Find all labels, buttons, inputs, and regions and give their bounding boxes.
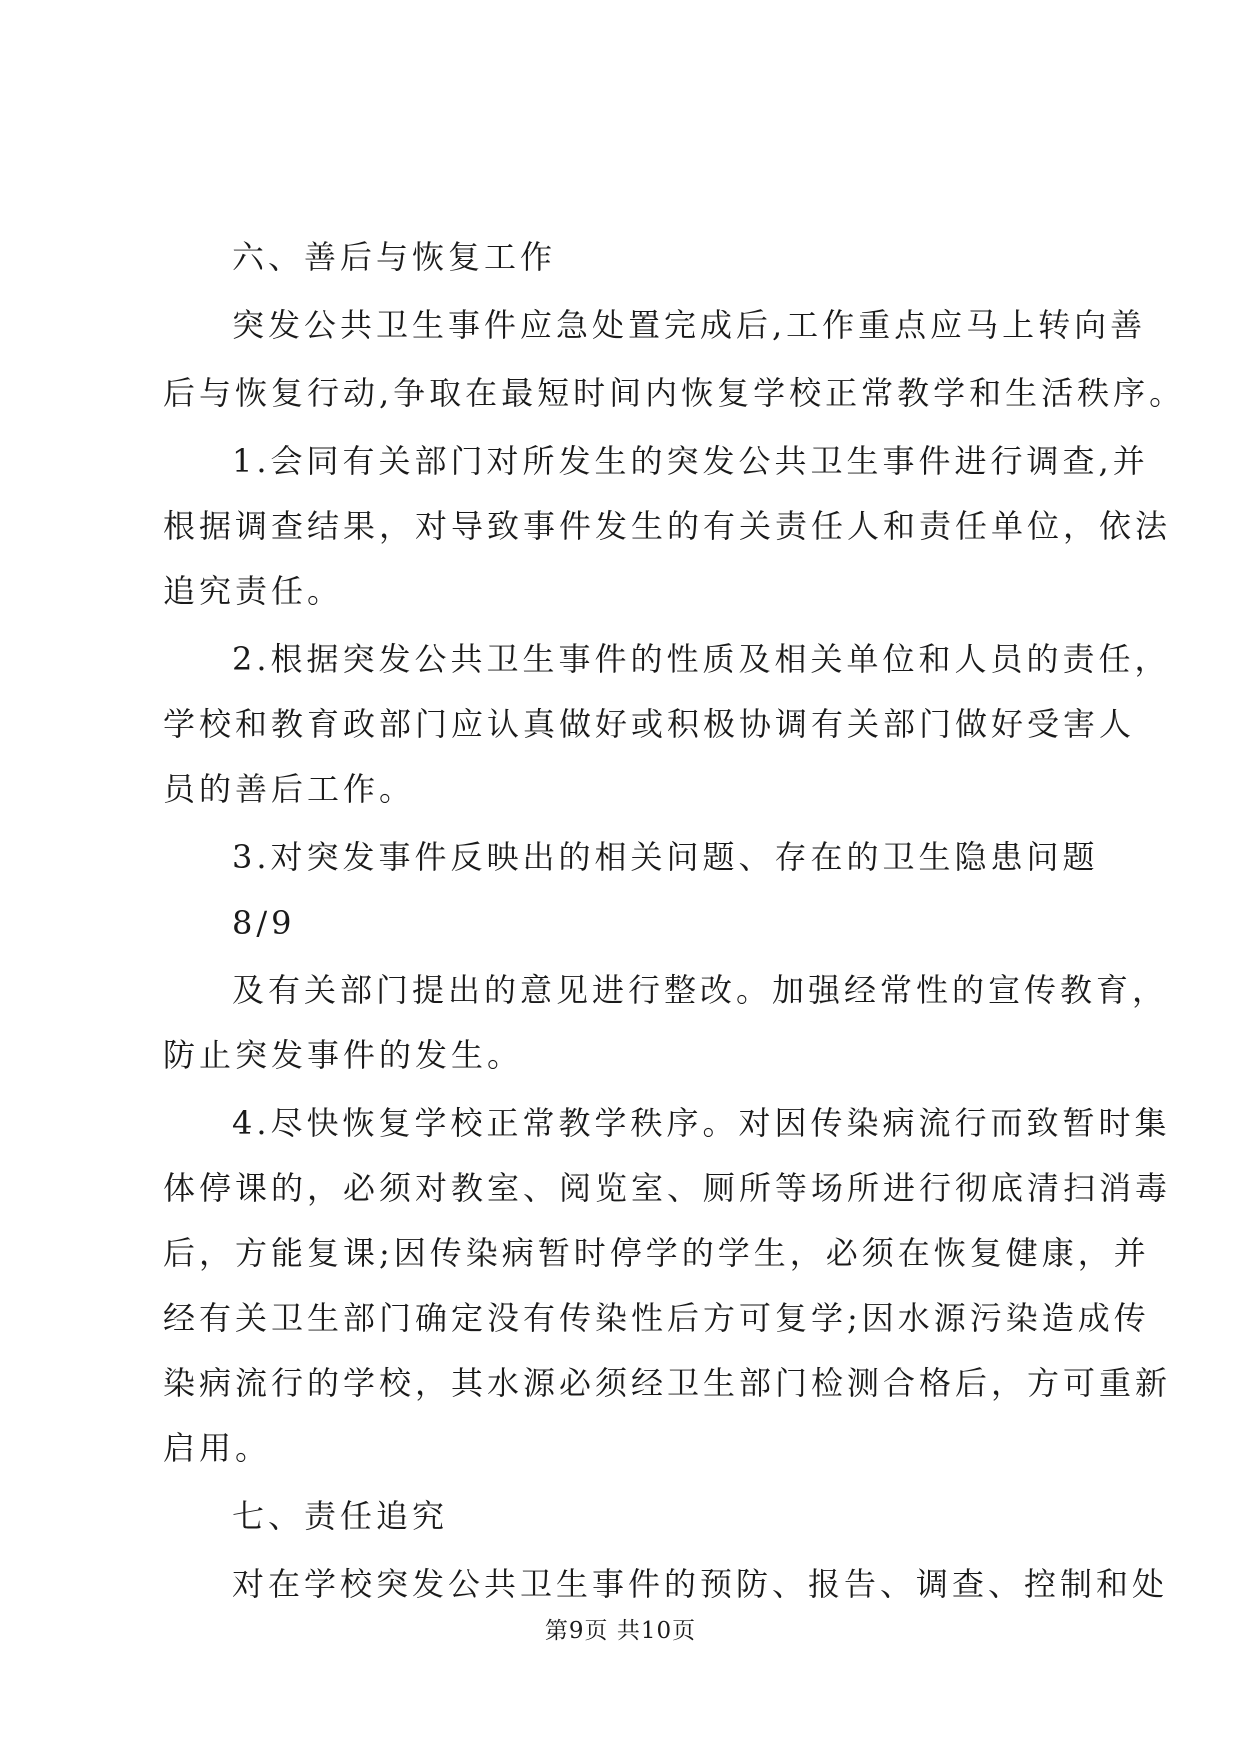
- paragraph-line: 员的善后工作。: [163, 770, 416, 808]
- list-item-4: 4.尽快恢复学校正常教学秩序。对因传染病流行而致暂时集: [232, 1104, 1171, 1142]
- paragraph-line: 体停课的，必须对教室、阅览室、厕所等场所进行彻底清扫消毒: [163, 1169, 1172, 1207]
- section-heading-6: 六、善后与恢复工作: [232, 238, 557, 276]
- paragraph-line: 突发公共卫生事件应急处置完成后,工作重点应马上转向善: [232, 306, 1147, 344]
- paragraph-line: 学校和教育政部门应认真做好或积极协调有关部门做好受害人: [163, 705, 1136, 743]
- list-item-3: 3.对突发事件反映出的相关问题、存在的卫生隐患问题: [232, 838, 1099, 876]
- page-marker: 8/9: [232, 904, 296, 942]
- paragraph-line: 染病流行的学校，其水源必须经卫生部门检测合格后，方可重新: [163, 1364, 1172, 1402]
- paragraph-line: 对在学校突发公共卫生事件的预防、报告、调查、控制和处: [232, 1565, 1169, 1603]
- paragraph-line: 后与恢复行动,争取在最短时间内恢复学校正常教学和生活秩序。: [163, 374, 1186, 412]
- paragraph-line: 及有关部门提出的意见进行整改。加强经常性的宣传教育，: [232, 971, 1169, 1009]
- page-footer: 第9页 共10页: [544, 1618, 697, 1644]
- paragraph-line: 追究责任。: [163, 572, 344, 610]
- paragraph-line: 后，方能复课;因传染病暂时停学的学生，必须在恢复健康，并: [163, 1234, 1150, 1272]
- paragraph-line: 经有关卫生部门确定没有传染性后方可复学;因水源污染造成传: [163, 1299, 1150, 1337]
- paragraph-line: 防止突发事件的发生。: [163, 1036, 524, 1074]
- section-heading-7: 七、责任追究: [232, 1497, 449, 1535]
- list-item-2: 2.根据突发公共卫生事件的性质及相关单位和人员的责任，: [232, 640, 1171, 678]
- list-item-1: 1.会同有关部门对所发生的突发公共卫生事件进行调查,并: [232, 442, 1149, 480]
- paragraph-line: 启用。: [163, 1429, 272, 1467]
- paragraph-line: 根据调查结果，对导致事件发生的有关责任人和责任单位，依法: [163, 507, 1172, 545]
